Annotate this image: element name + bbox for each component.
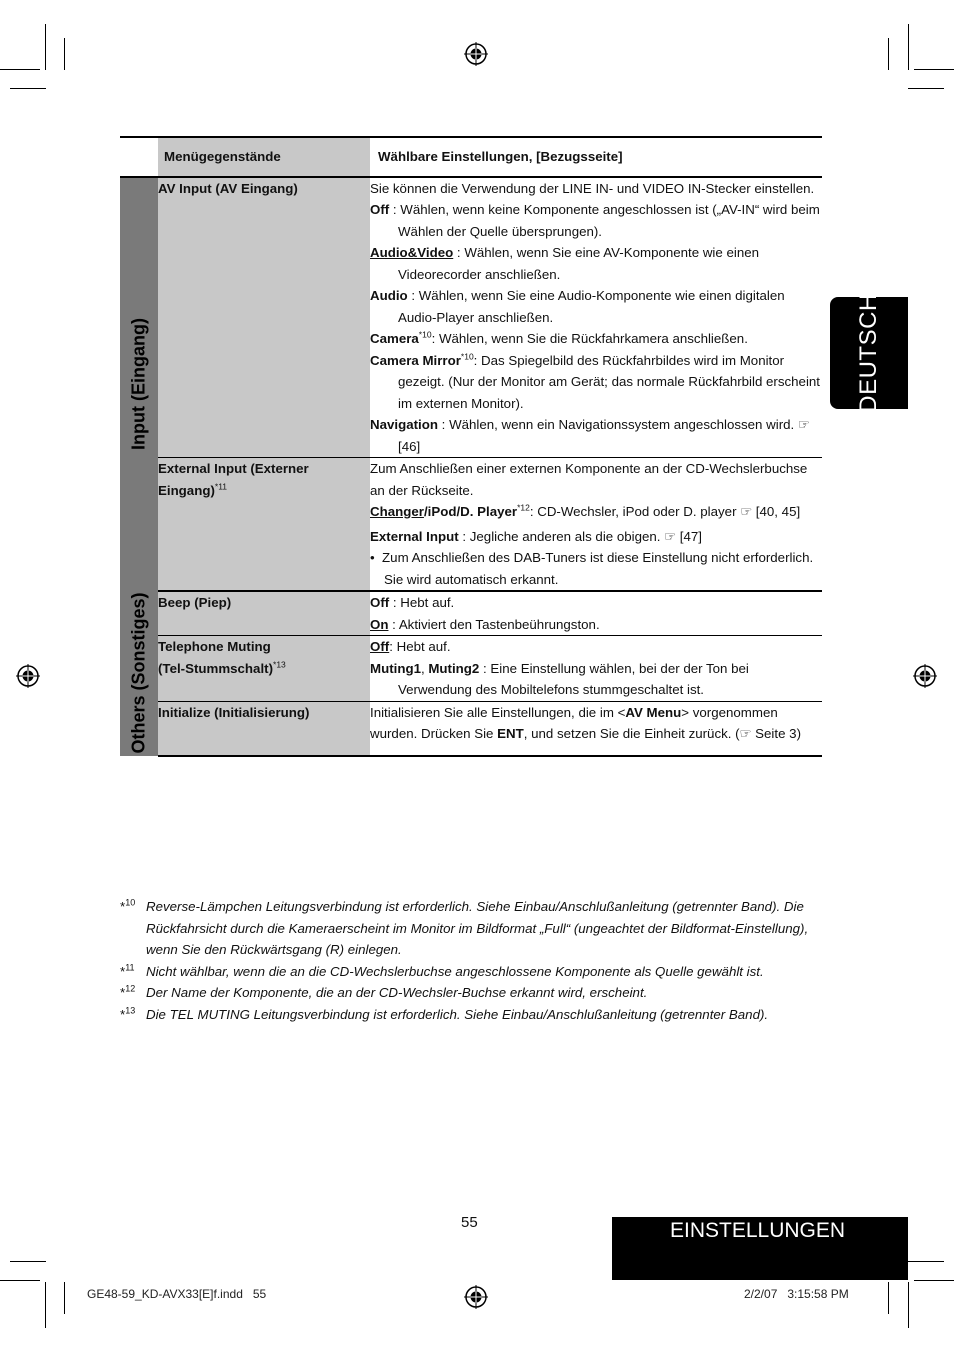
group-others-label: Others (Sonstiges) bbox=[128, 592, 149, 754]
value-av-input bbox=[370, 177, 822, 458]
section-tab-label: EINSTELLUNGEN bbox=[670, 1219, 846, 1242]
footnote-11: *$^{11}$ Nicht wählbar, wenn die an die CD-Wechslerbuchse angeschlossene Komponente als Quelle gewählt ist. bbox=[120, 962, 764, 979]
option-changer: Changer/iPod/D. Player$^{*12}$: CD-Wechsler, iPod oder D. player ☞ [40, 45] bbox=[370, 502, 801, 519]
footer-date-info: 2/2/07 3:15:58 PM bbox=[744, 1287, 849, 1301]
crop-mark bbox=[888, 1282, 889, 1314]
crop-mark bbox=[0, 69, 40, 70]
header-blank-cell bbox=[120, 137, 158, 177]
crop-mark bbox=[908, 24, 909, 70]
value-external-input bbox=[370, 458, 822, 592]
table-row bbox=[120, 636, 822, 702]
item-telephone-muting: Telephone Muting (Tel-Stummschalt)$^{*13}$ bbox=[158, 636, 370, 702]
crop-mark bbox=[64, 1282, 65, 1314]
av-input-intro: Sie können die Verwendung der LINE IN- und VIDEO IN-Stecker einstellen. bbox=[370, 180, 815, 196]
footnote-13: *$^{13}$ Die TEL MUTING Leitungsverbindung ist erforderlich. Siehe Einbau/Anschlußanleitung (getrennter Band). bbox=[120, 1005, 769, 1022]
option-camera: Camera$^{*10}$: Wählen, wenn Sie die Rückfahrkamera anschließen. bbox=[370, 329, 748, 346]
crop-mark bbox=[908, 1282, 909, 1328]
registration-mark-icon bbox=[464, 42, 488, 66]
crop-mark bbox=[914, 69, 954, 70]
footnote-12: *$^{12}$ Der Name der Komponente, die an der CD-Wechsler-Buchse erkannt wird, erscheint. bbox=[120, 983, 648, 1000]
option-off: Off : Wählen, wenn keine Komponente angeschlossen ist („AV-IN“ wird beim Wählen der Quelle übersprungen). bbox=[370, 202, 820, 239]
crop-mark bbox=[914, 1280, 954, 1281]
language-tab-label: DEUTSCH bbox=[855, 293, 882, 413]
table-row bbox=[120, 591, 822, 636]
crop-mark bbox=[45, 1282, 46, 1328]
crop-mark bbox=[0, 1280, 40, 1281]
group-others-cell bbox=[120, 591, 158, 756]
item-beep: Beep (Piep) bbox=[158, 591, 370, 636]
value-telephone-muting bbox=[370, 636, 822, 702]
value-initialize: Initialisieren Sie alle Einstellungen, die im <AV Menu> vorgenommen wurden. Drücken Sie ENT, und setzen Sie die Einheit zurück. (☞ Seite 3) bbox=[370, 701, 822, 756]
header-item-cell: Menügegenstände bbox=[158, 137, 370, 177]
settings-table bbox=[120, 136, 822, 757]
option-audio: Audio : Wählen, wenn Sie eine Audio-Komponente wie einen digitalen Audio-Player anschließen. bbox=[370, 288, 785, 325]
language-tab bbox=[830, 293, 908, 413]
option-muting-levels: Muting1, Muting2 : Eine Einstellung wählen, bei der der Ton bei Verwendung des Mobiltelefons stummgeschaltet ist. bbox=[370, 660, 749, 697]
header-value-cell: Wählbare Einstellungen, [Bezugsseite] bbox=[370, 137, 822, 177]
registration-mark-icon bbox=[16, 664, 40, 688]
crop-mark bbox=[908, 88, 944, 89]
external-input-intro: Zum Anschließen einer externen Komponente an der CD-Wechslerbuchse an der Rückseite. bbox=[370, 461, 808, 498]
registration-mark-icon bbox=[913, 664, 937, 688]
option-beep-on: On : Aktiviert den Tastenbeührungston. bbox=[370, 616, 600, 632]
footer-file-info: GE48-59_KD-AVX33[E]f.indd 55 bbox=[87, 1287, 267, 1301]
page-number: 55 bbox=[461, 1214, 478, 1231]
table-row bbox=[120, 177, 822, 458]
registration-mark-icon bbox=[464, 1285, 488, 1309]
dab-note: • Zum Anschließen des DAB-Tuners ist diese Einstellung nicht erforderlich. Sie wird automatisch erkannt. bbox=[370, 550, 814, 587]
option-muting-off: Off: Hebt auf. bbox=[370, 639, 451, 654]
section-tab bbox=[612, 1217, 908, 1280]
item-av-input: AV Input (AV Eingang) bbox=[158, 177, 370, 458]
option-audio-video: Audio&Video : Wählen, wenn Sie eine AV-Komponente wie einen Videorecorder anschließen. bbox=[370, 245, 760, 282]
crop-mark bbox=[10, 1261, 46, 1262]
option-beep-off: Off : Hebt auf. bbox=[370, 595, 455, 610]
item-initialize: Initialize (Initialisierung) bbox=[158, 701, 370, 756]
table-row bbox=[120, 701, 822, 756]
footnote-10: *$^{10}$ Reverse-Lämpchen Leitungsverbindung ist erforderlich. Siehe Einbau/Anschlußanleitung (getrennter Band). Die Rückfahrsicht durch die Kameraerscheint im Monitor im Bildformat „Full“ (ungeachtet der Bildformat-Einstellung), wenn Sie den Rückwärtsgang (R) einlegen. bbox=[120, 897, 809, 957]
crop-mark bbox=[10, 88, 46, 89]
crop-mark bbox=[908, 1261, 944, 1262]
group-input-cell bbox=[120, 177, 158, 592]
value-beep bbox=[370, 591, 822, 636]
table-row bbox=[120, 458, 822, 592]
option-camera-mirror: Camera Mirror$^{*10}$: Das Spiegelbild des Rückfahrbildes wird im Monitor gezeigt. (Nur der Monitor am Gerät; das normale Rückfahrbild erscheint im externen Monitor). bbox=[370, 351, 820, 411]
group-input-label: Input (Eingang) bbox=[128, 318, 149, 451]
crop-mark bbox=[888, 38, 889, 70]
crop-mark bbox=[64, 38, 65, 70]
crop-mark bbox=[45, 24, 46, 70]
option-navigation: Navigation : Wählen, wenn ein Navigationssystem angeschlossen wird. ☞ [46] bbox=[370, 417, 810, 454]
table-header-row bbox=[120, 137, 822, 177]
footnotes bbox=[120, 896, 820, 1025]
option-external-input: External Input : Jegliche anderen als die obigen. ☞ [47] bbox=[370, 528, 702, 544]
item-external-input: External Input (Externer Eingang)$^{*11}$ bbox=[158, 458, 370, 592]
